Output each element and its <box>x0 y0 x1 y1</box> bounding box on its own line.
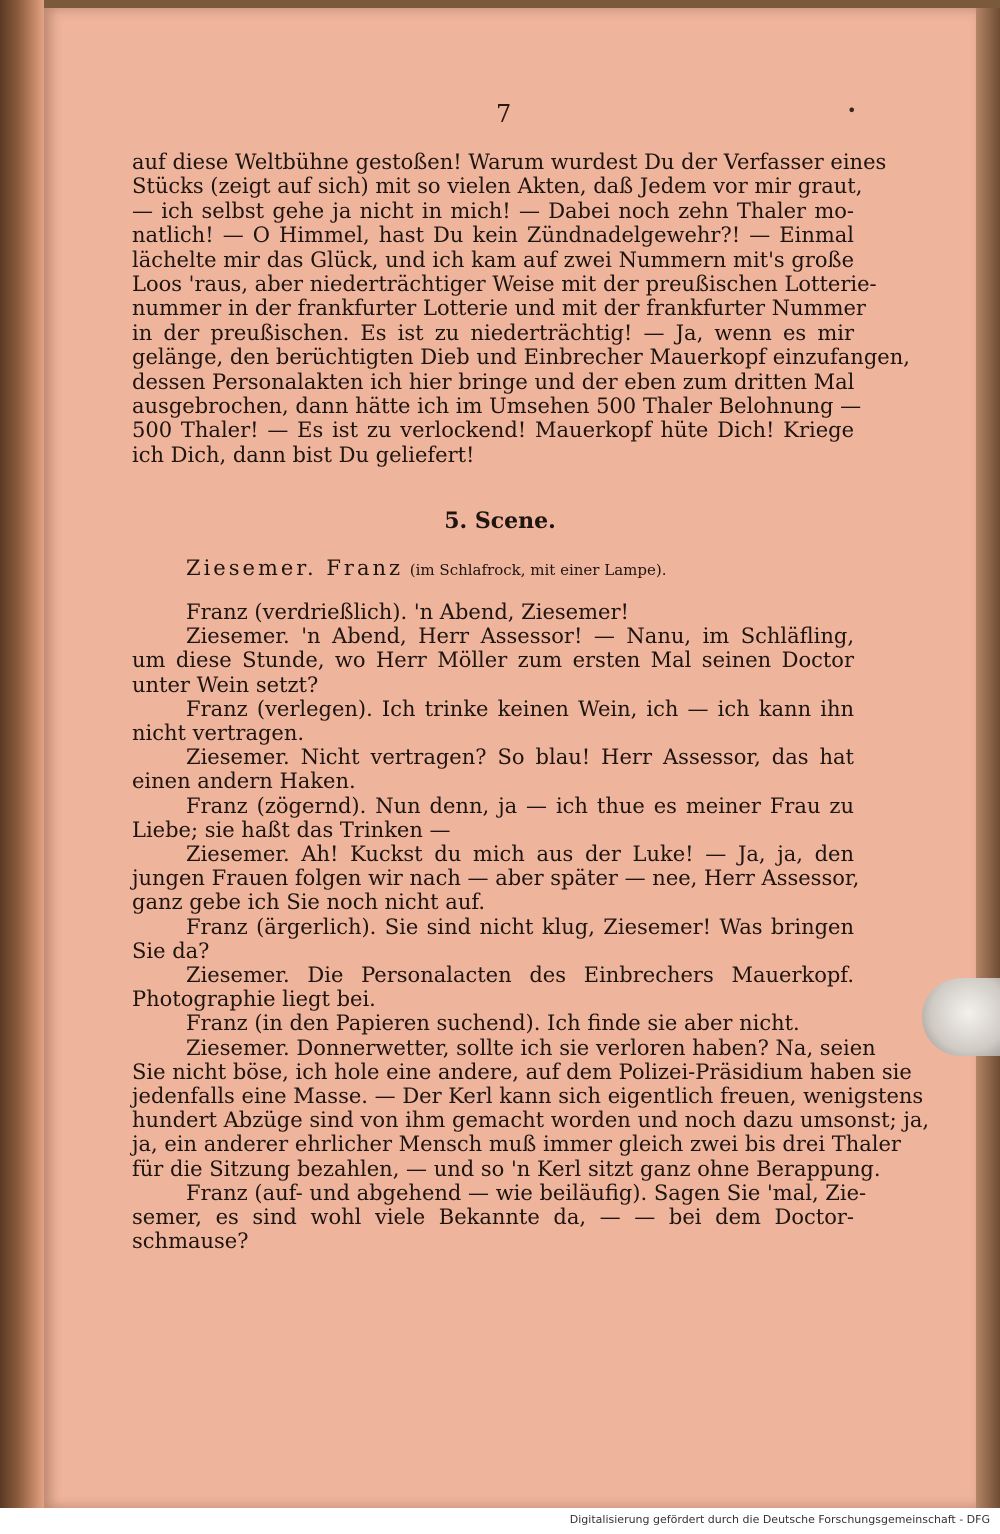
text-line: Franz (ärgerlich). Sie sind nicht klug, Ziesemer! Was bringen <box>186 914 854 939</box>
text-line: auf diese Weltbühne gestoßen! Warum wurdest Du der Verfasser eines <box>132 150 887 174</box>
text-line: nummer in der frankfurter Lotterie und mit der frankfurter Nummer <box>132 296 866 321</box>
dialog-paragraph <box>132 915 854 963</box>
cast-names: Ziesemer. Franz <box>186 556 404 580</box>
text-line: Franz (in den Papieren suchend). Ich finde sie aber nicht. <box>186 1011 800 1036</box>
text-line: schmause? <box>132 1229 249 1254</box>
text-line: gelänge, den berüchtigten Dieb und Einbrecher Mauerkopf einzufangen, <box>132 345 910 370</box>
dialog-paragraph <box>132 963 854 1011</box>
page-edge <box>976 8 1000 1508</box>
dialog-paragraph <box>132 624 854 697</box>
text-line: in der preußischen. Es ist zu niederträchtig! — Ja, wenn es mir <box>132 320 854 345</box>
text-line: Ziesemer. Donnerwetter, sollte ich sie verloren haben? Na, seien <box>186 1035 876 1060</box>
text-line: Loos 'raus, aber niederträchtiger Weise mit der preußischen Lotterie- <box>132 272 877 297</box>
dialog-paragraph <box>132 842 860 915</box>
scan-calibration-tab <box>922 978 1000 1056</box>
text-line: natlich! — O Himmel, hast Du kein Zündnadelgewehr?! — Einmal <box>132 223 854 248</box>
text-line: ja, ein anderer ehrlicher Mensch muß immer gleich zwei bis drei Thaler <box>132 1132 901 1157</box>
page-number: 7 <box>496 100 512 128</box>
intro-monologue <box>132 150 910 467</box>
text-line: nicht vertragen. <box>132 721 305 746</box>
text-line: ganz gebe ich Sie noch nicht auf. <box>132 890 486 915</box>
text-line: Ziesemer. Nicht vertragen? So blau! Herr Assessor, das hat <box>186 745 854 770</box>
text-line: lächelte mir das Glück, und ich kam auf zwei Nummern mit's große <box>132 247 854 272</box>
dialog-paragraph <box>132 1011 854 1035</box>
text-line: Liebe; sie haßt das Trinken — <box>132 817 451 842</box>
text-line: Sie da? <box>132 938 210 963</box>
text-line: dessen Personalakten ich hier bringe und der eben zum dritten Mal <box>132 369 855 394</box>
text-line: Ziesemer. 'n Abend, Herr Assessor! — Nanu, im Schläfling, <box>186 624 854 649</box>
text-line: ausgebrochen, dann hätte ich im Umsehen 500 Thaler Belohnung — <box>132 394 862 419</box>
cast-stage-direction: (im Schlafrock, mit einer Lampe). <box>409 561 667 579</box>
text-line: hundert Abzüge sind von ihm gemacht worden und noch dazu umsonst; ja, <box>132 1108 930 1133</box>
text-line: Ziesemer. Ah! Kuckst du mich aus der Luke! — Ja, ja, den <box>186 842 854 867</box>
dialog-paragraph <box>132 1180 867 1254</box>
dialog-paragraph <box>132 794 854 842</box>
dialog-paragraph <box>132 745 854 793</box>
text-line: Sie nicht böse, ich hole eine andere, auf dem Polizei-Präsidium haben sie <box>132 1059 912 1084</box>
text-line: jungen Frauen folgen wir nach — aber später — nee, Herr Assessor, <box>132 866 860 891</box>
text-line: 500 Thaler! — Es ist zu verlockend! Mauerkopf hüte Dich! Kriege <box>132 418 854 443</box>
text-line: Franz (zögernd). Nun denn, ja — ich thue es meiner Frau zu <box>186 793 854 818</box>
text-line: unter Wein setzt? <box>132 672 319 697</box>
text-line: Ziesemer. Die Personalacten des Einbrechers Mauerkopf. <box>186 963 854 988</box>
dialog-paragraph <box>132 600 854 624</box>
text-line: für die Sitzung bezahlen, — und so 'n Kerl sitzt ganz ohne Berappung. <box>132 1156 881 1181</box>
text-line: semer, es sind wohl viele Bekannte da, — — bei dem Doctor- <box>132 1205 854 1230</box>
text-line: Franz (verdrießlich). 'n Abend, Ziesemer! <box>186 600 629 624</box>
text-line: Stücks (zeigt auf sich) mit so vielen Akten, daß Jedem vor mir graut, <box>132 174 863 199</box>
scene-cast <box>186 556 666 580</box>
text-line: ich Dich, dann bist Du geliefert! <box>132 442 475 467</box>
dialog-paragraph <box>132 1035 930 1181</box>
text-line: jedenfalls eine Masse. — Der Kerl kann sich eigentlich freuen, wenigstens <box>132 1084 924 1109</box>
scene-dialog <box>132 600 930 1254</box>
text-line: Photographie liegt bei. <box>132 987 376 1012</box>
dialog-paragraph <box>132 697 854 745</box>
text-line: — ich selbst gehe ja nicht in mich! — Dabei noch zehn Thaler mo- <box>132 198 854 223</box>
text-line: Franz (auf- und abgehend — wie beiläufig). Sagen Sie 'mal, Zie- <box>186 1180 867 1205</box>
book-spine <box>0 0 44 1534</box>
digitization-credit: Digitalisierung gefördert durch die Deutsche Forschungsgemeinschaft - DFG <box>569 1513 990 1526</box>
scene-heading: 5. Scene. <box>444 508 556 534</box>
text-line: Franz (verlegen). Ich trinke keinen Wein, ich — ich kann ihn <box>186 696 854 721</box>
page-mark: • <box>847 101 857 120</box>
text-line: einen andern Haken. <box>132 769 356 794</box>
text-line: um diese Stunde, wo Herr Möller zum ersten Mal seinen Doctor <box>132 648 854 673</box>
